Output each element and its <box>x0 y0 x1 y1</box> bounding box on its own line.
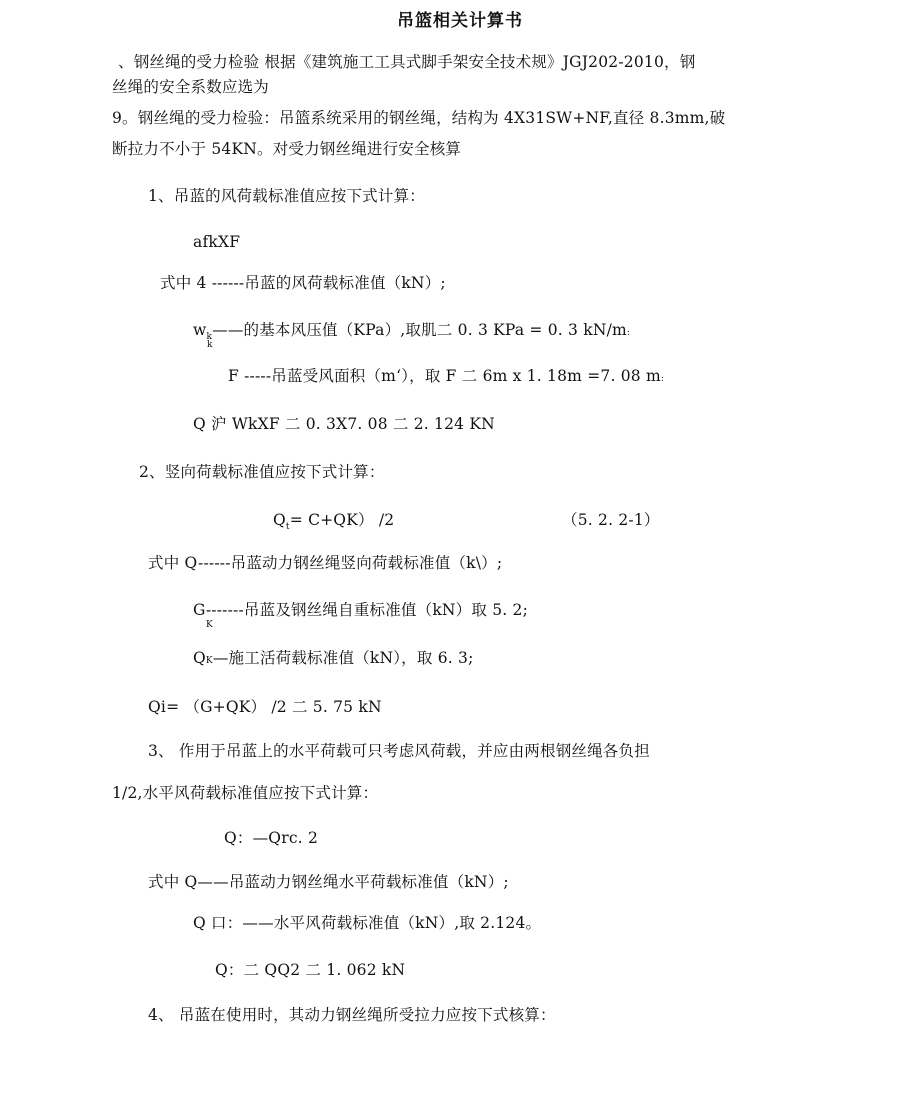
section-1-where: 式中 4 ------吊蓝的风荷载标准值（kN）; <box>160 274 446 292</box>
section-1-heading: 1、吊蓝的风荷载标准值应按下式计算： <box>148 187 425 205</box>
wk-symbol: w <box>193 321 207 339</box>
section-3-formula: Q：—Qrc. 2 <box>224 829 319 847</box>
qk-subscript: K <box>205 656 213 666</box>
wk-text: ——的基本风压值（KPa）,取肌二 0. 3 KPa = 0. 3 kN/m <box>212 321 627 339</box>
formula-q-subscript: t <box>285 522 290 532</box>
section-3-result: Q：二 QQ2 二 1. 062 kN <box>215 961 406 979</box>
section-1-wk-line <box>193 320 630 343</box>
section-3-where: 式中 Q——吊蓝动力钢丝绳水平荷载标准值（kN）; <box>148 873 509 891</box>
intro-line-2: 丝绳的安全系数应选为 <box>112 78 270 96</box>
area-unit-mark: : <box>660 374 665 384</box>
wk-subscript: k <box>206 332 213 342</box>
qk-symbol: Q <box>193 649 206 667</box>
section-2-formula <box>273 510 394 533</box>
intro-line-3: 9。钢丝绳的受力检验：吊篮系统采用的钢丝绳，结构为 4X31SW+NF,直径 8.3mm,破 <box>112 109 726 127</box>
section-3-qk-line: Q 口：——水平风荷载标准值（kN）,取 2.124。 <box>193 914 542 932</box>
section-3-heading-cont: 1/2,水平风荷载标准值应按下式计算： <box>112 784 379 802</box>
intro-line-4: 断拉力不小于 54KN。对受力钢丝绳进行安全核算 <box>112 140 462 158</box>
intro-line-1: 、钢丝绳的受力检验 根据《建筑施工工具式脚手架安全技术规》JGJ202-2010，钢 <box>118 53 696 71</box>
section-2-heading: 2、竖向荷载标准值应按下式计算： <box>139 463 385 481</box>
section-1-result: Q 沪 WkXF 二 0. 3X7. 08 二 2. 124 KN <box>193 415 495 433</box>
section-1-formula: afkXF <box>193 233 241 251</box>
section-2-result: Qi= （G+QK） /2 二 5. 75 kN <box>148 698 382 716</box>
qk-text: —施工活荷载标准值（kN），取 6. 3; <box>212 649 474 667</box>
g-subscript: K <box>206 620 213 630</box>
section-2-g-line: G-------吊蓝及钢丝绳自重标准值（kN）取 5. 2; <box>193 601 529 619</box>
page-title: 吊篮相关计算书 <box>397 11 523 31</box>
formula-q: Q <box>273 511 286 529</box>
section-1-area-line <box>228 366 664 389</box>
section-2-qk-line <box>193 648 474 671</box>
wk-lower-subscript: k <box>207 340 213 350</box>
section-2-where: 式中 Q------吊蓝动力钢丝绳竖向荷载标准值（k\）; <box>148 554 503 572</box>
area-text: F -----吊蓝受风面积（m‘），取 F 二 6m x 1. 18m =7. 08 m <box>228 367 661 385</box>
section-2-formula-ref: （5. 2. 2-1） <box>562 511 660 529</box>
wk-unit-mark: : <box>626 328 631 338</box>
formula-body: = C+QK） /2 <box>289 511 395 529</box>
section-3-heading: 3、 作用于吊蓝上的水平荷载可只考虑风荷载，并应由两根钢丝绳各负担 <box>148 742 650 760</box>
section-4-heading: 4、 吊蓝在使用时，其动力钢丝绳所受拉力应按下式核算： <box>148 1006 556 1024</box>
